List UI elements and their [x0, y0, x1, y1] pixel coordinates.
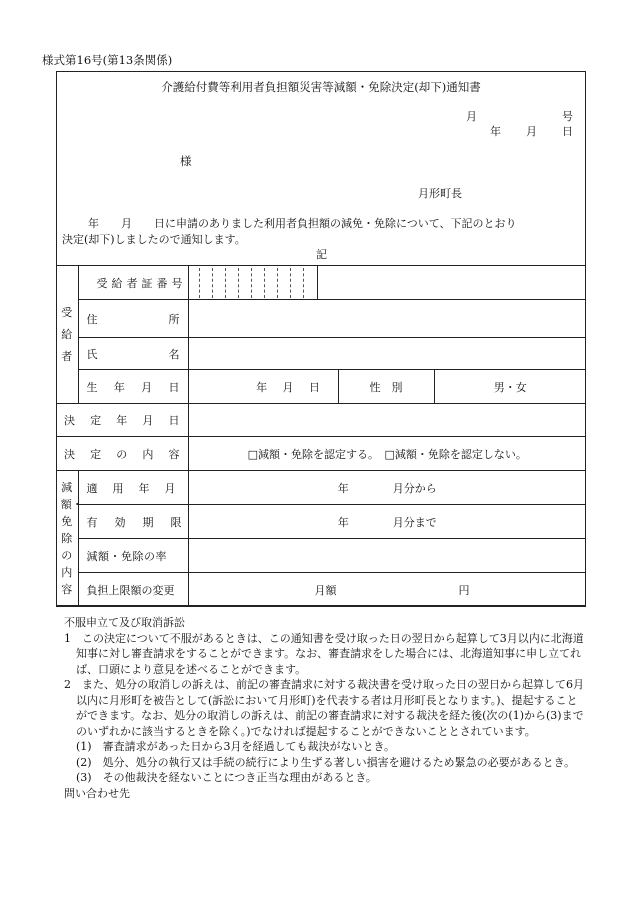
recipient-group-label: 受給者	[56, 266, 78, 404]
decision-content-options[interactable]: □減額・免除を認定する。 □減額・免除を認定しない。	[188, 437, 586, 471]
decision-date-field[interactable]	[188, 404, 586, 437]
notice-text-line1: 年 月 日に申請のありました利用者負担額の減免・免除について、下記のとおり	[88, 217, 517, 230]
notes-item-2: 2 また、処分の取消しの訴えは、前記の審査請求に対する裁決書を受け取った日の翌日から起算して6月以内に月形町を被告として(訴訟において月形町)を代表する者は月形町長となります。)、提起することができます。なお、処分の取消しの訴えは、前記の審査請求に対する裁決を経た後(次の(1)から(3)までのいずれかに該当するときを除く。)でなければ提起することができないこととされています。	[64, 678, 584, 738]
decision-content-label: 決 定 の 内 容	[56, 437, 188, 471]
notes-heading: 不服申立て及び取消訴訟	[64, 616, 185, 629]
sex-label: 性 別	[338, 370, 434, 404]
reduction-group-label: 減額・免除の内容	[56, 471, 78, 607]
appeal-notes	[64, 615, 584, 801]
notes-sub-1: (1) 審査請求があった日から3月を経過しても裁決がないとき。	[76, 740, 396, 753]
date-day-label: 日	[562, 125, 573, 138]
apply-period-field[interactable]: 年 月分から	[188, 471, 586, 505]
number-go-label: 号	[562, 110, 573, 123]
notice-text-line2: 決定(却下)しましたので通知します。	[62, 233, 246, 246]
table-row	[56, 539, 586, 573]
table-row	[56, 505, 586, 539]
table-row	[56, 437, 586, 471]
limit-change-field[interactable]: 月額 円	[188, 573, 586, 607]
sex-field[interactable]: 男・女	[434, 370, 586, 404]
document-title: 介護給付費等利用者負担額災害等減額・免除決定(却下)通知書	[161, 80, 481, 94]
table-row	[56, 300, 586, 338]
notes-sub-2: (2) 処分、処分の執行又は手続の続行により生ずる著しい損害を避けるため緊急の必要があるとき。	[76, 755, 576, 769]
name-field[interactable]	[188, 338, 586, 370]
address-label: 住 所	[78, 300, 188, 338]
reduction-rate-label: 減額・免除の率	[78, 539, 188, 573]
notes-item-1: 1 この決定について不服があるときは、この通知書を受け取った日の翌日から起算して3月以内に北海道知事に対し審査請求をすることができます。なお、審査請求をした場合には、北海道知事に申し立てれば、口頭により意見を述べることができます。	[64, 631, 584, 676]
table-row	[56, 471, 586, 505]
notes-sub-3: (3) その他裁決を経ないことにつき正当な理由があるとき。	[76, 771, 377, 784]
table-row	[56, 404, 586, 437]
addressee-suffix: 様	[180, 154, 192, 168]
date-year-label: 年	[490, 125, 501, 138]
table-row	[56, 573, 586, 607]
valid-period-label: 有 効 期 限	[78, 505, 188, 539]
issuer-name: 月形町長	[418, 187, 462, 200]
recipient-id-field[interactable]	[188, 266, 586, 300]
decision-date-label: 決 定 年 月 日	[56, 404, 188, 437]
number-month-label: 月	[466, 110, 477, 123]
form-number-label: 様式第16号(第13条関係)	[42, 53, 173, 67]
apply-period-label: 適 用 年 月	[78, 471, 188, 505]
table-row	[56, 266, 586, 300]
address-field[interactable]	[188, 300, 586, 338]
contact-label: 問い合わせ先	[64, 786, 130, 800]
valid-period-field[interactable]: 年 月分まで	[188, 505, 586, 539]
name-label: 氏 名	[78, 338, 188, 370]
table-row	[56, 338, 586, 370]
form-table	[56, 265, 586, 607]
reduction-rate-field[interactable]	[188, 539, 586, 573]
ki-heading: 記	[316, 248, 327, 261]
date-month-label: 月	[526, 125, 537, 138]
dob-field[interactable]: 年 月 日	[188, 370, 338, 404]
recipient-id-label: 受給者証番号	[78, 266, 188, 300]
table-row	[56, 370, 586, 404]
dob-label: 生 年 月 日	[78, 370, 188, 404]
limit-change-label: 負担上限額の変更	[78, 573, 188, 607]
